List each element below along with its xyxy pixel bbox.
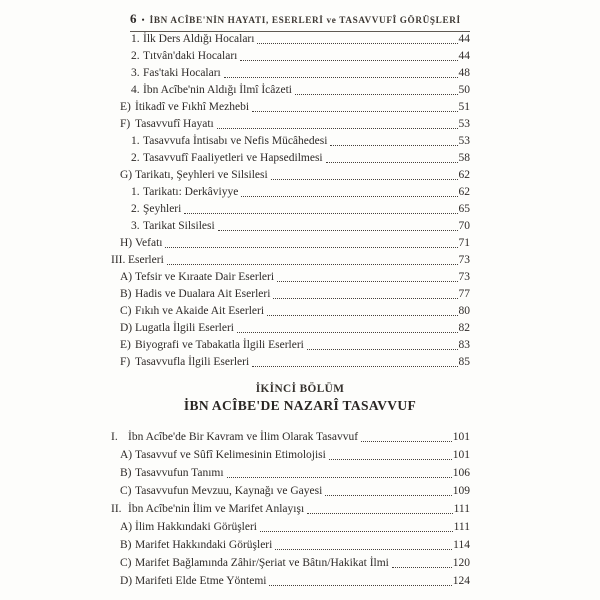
dot-leader [252,111,457,112]
dot-leader [227,477,452,478]
toc-entry-title: İbn Acîbe'nin İlim ve Marifet Anlayışı [128,503,305,515]
toc-entry-title: Tarikatı: Derkâviyye [143,186,239,198]
toc-entry-label: 3. [131,220,140,232]
toc-entry-label: 3. [131,67,140,79]
toc-entry [0,252,600,269]
toc-entry-label: C) [120,485,132,497]
toc-entry-page: 73 [458,271,470,283]
toc-entry [0,235,600,252]
toc-entry-title: Fıkıh ve Akaide Ait Eserleri [135,305,265,317]
toc-entry [0,354,600,371]
toc-entry-label: B) [120,539,132,551]
toc-entry-page: 44 [458,33,470,45]
dot-leader [330,145,457,146]
dot-leader [361,441,452,442]
toc-entry-page: 120 [452,557,470,569]
toc-entry-title: Tasavvufla İlgili Eserleri [135,356,250,368]
toc-entry-label: A) [120,521,133,533]
dot-leader [252,366,457,367]
dot-leader [184,213,457,214]
toc-entry-title: İbn Acîbe'nin Aldığı İlmî İcâzeti [143,84,292,96]
dot-leader [295,94,458,95]
toc-entry-label: E) [120,339,131,351]
toc-entry-page: 58 [458,152,470,164]
toc-entry-label: 2. [131,152,140,164]
toc-entry-page: 106 [452,467,470,479]
chapter-title: İBN ACÎBE'DE NAZARÎ TASAVVUF [183,398,417,413]
toc-entry-page: 114 [453,539,470,551]
dot-leader [165,247,457,248]
dot-leader [277,281,457,282]
toc-entry-title: Tasavvufa İntisabı ve Nefis Mücâhedesi [143,135,328,147]
toc-entry-page: 71 [458,237,470,249]
toc-entry-page: 62 [458,186,470,198]
toc-entry-label: G) [120,169,133,181]
toc-entry-title: Biyografi ve Tabakatla İlgili Eserleri [135,339,304,351]
toc-entry-page: 85 [458,356,470,368]
toc-entry-title: Tarikat Silsilesi [143,220,215,232]
header-separator-dot: • [141,15,145,25]
toc-entry-title: Tıtvân'daki Hocaları [143,50,238,62]
toc-entry-label: 1. [131,135,140,147]
toc-entry-page: 109 [452,485,470,497]
toc-entry-page: 65 [458,203,470,215]
toc-entry [0,116,600,133]
toc-entry [0,303,600,320]
toc-entry [0,518,600,536]
dot-leader [269,585,451,586]
toc-entry [0,82,600,99]
toc-entry [0,500,600,518]
toc-entry-page: 53 [458,118,470,130]
dot-leader [307,513,452,514]
toc-entry-label: A) [120,271,133,283]
page-header [130,12,470,32]
dot-leader [326,162,458,163]
toc-entry-page: 111 [453,503,470,515]
toc-entry [0,218,600,235]
dot-leader [257,43,457,44]
toc-entry-page: 48 [458,67,470,79]
dot-leader [275,549,452,550]
toc-entry-label: F) [120,356,131,368]
toc-entry [0,446,600,464]
toc-entry-page: 70 [458,220,470,232]
toc-entry-label: H) [120,237,133,249]
toc-entry-label: D) [120,575,133,587]
toc-entry [0,167,600,184]
toc-entry-title: Şeyhleri [143,203,182,215]
running-title: İBN ACÎBE'NİN HAYATI, ESERLERİ ve TASAVVUFÎ GÖRÜŞLERİ [149,15,461,25]
toc-entry-label: F) [120,118,131,130]
toc-entry-title: Vefatı [135,237,163,249]
toc-entry-title: Tasavvufun Mevzuu, Kaynağı ve Gayesi [135,485,323,497]
dot-leader [260,531,453,532]
toc-entry-label: C) [120,305,132,317]
toc-entry-label: 2. [131,203,140,215]
toc-entry-label: B) [120,288,132,300]
toc-entry-title: Tasavvufun Tanımı [135,467,224,479]
toc-entry-page: 73 [458,254,470,266]
dot-leader [329,459,452,460]
toc-entry-page: 111 [453,521,470,533]
toc-entry-page: 44 [458,50,470,62]
toc-entry-label: E) [120,101,131,113]
toc-entry-label: 1. [131,33,140,45]
toc-entry [0,482,600,500]
toc-entry-page: 83 [458,339,470,351]
toc-entry-label: I. [111,431,118,443]
toc-entry-title: Tefsir ve Kıraate Dair Eserleri [135,271,275,283]
dot-leader [271,179,458,180]
toc-entry-page: 101 [452,431,470,443]
toc-entry-title: Marifeti Elde Etme Yöntemi [135,575,267,587]
toc-entry [0,536,600,554]
toc-entry-page: 62 [458,169,470,181]
chapter-heading [0,381,600,415]
dot-leader [240,60,457,61]
toc-entry-label: II. [111,503,122,515]
toc-entry-title: Eserleri [128,254,164,266]
dot-leader [392,567,452,568]
toc-entry-title: Hadis ve Dualara Ait Eserleri [135,288,271,300]
toc-entry-label: III. [111,254,126,266]
toc-section-1 [0,31,600,371]
toc-entry-label: B) [120,467,132,479]
toc-entry-label: 4. [131,84,140,96]
toc-entry [0,428,600,446]
toc-entry [0,150,600,167]
toc-entry-page: 53 [458,135,470,147]
toc-entry-page: 124 [452,575,470,587]
toc-entry [0,201,600,218]
dot-leader [325,495,451,496]
toc-entry [0,31,600,48]
toc-entry [0,133,600,150]
toc-entry [0,464,600,482]
dot-leader [241,196,457,197]
toc-entry-page: 82 [458,322,470,334]
toc-entry [0,65,600,82]
toc-entry [0,269,600,286]
toc-section-2 [0,428,600,590]
toc-entry [0,572,600,590]
dot-leader [267,315,457,316]
toc-entry-page: 80 [458,305,470,317]
dot-leader [273,298,457,299]
toc-entry-label: D) [120,322,133,334]
toc-entry-page: 101 [452,449,470,461]
toc-entry-label: C) [120,557,132,569]
dot-leader [217,128,458,129]
toc-entry [0,99,600,116]
toc-entry-title: İbn Acîbe'de Bir Kavram ve İlim Olarak Tasavvuf [128,431,359,443]
toc-entry-page: 77 [458,288,470,300]
toc-entry-title: Fas'taki Hocaları [143,67,221,79]
toc-entry-title: Marifet Bağlamında Zâhir/Şeriat ve Bâtın/Hakikat İlmi [135,557,389,569]
toc-entry-label: A) [120,449,133,461]
toc-entry [0,48,600,65]
toc-entry-title: Tasavvuf ve Sûfî Kelimesinin Etimolojisi [135,449,326,461]
toc-entry [0,320,600,337]
toc-entry-label: 2. [131,50,140,62]
toc-entry [0,184,600,201]
page-number: 6 [130,11,137,26]
toc-entry-title: İlk Ders Aldığı Hocaları [143,33,255,45]
dot-leader [237,332,458,333]
dot-leader [307,349,458,350]
toc-entry-title: İlim Hakkındaki Görüşleri [135,521,258,533]
toc-entry [0,554,600,572]
toc-entry [0,286,600,303]
toc-entry-title: İtikadî ve Fıkhî Mezhebi [135,101,250,113]
toc-entry-title: Lugatla İlgili Eserleri [135,322,234,334]
toc-entry-label: 1. [131,186,140,198]
toc-entry-title: Marifet Hakkındaki Görüşleri [135,539,273,551]
toc-entry-title: Tarikatı, Şeyhleri ve Silsilesi [135,169,268,181]
dot-leader [218,230,458,231]
toc-entry [0,337,600,354]
chapter-kicker: İKİNCİ BÖLÜM [255,383,345,395]
dot-leader [167,264,458,265]
toc-entry-title: Tasavvufî Hayatı [135,118,214,130]
toc-entry-page: 51 [458,101,470,113]
toc-entry-page: 50 [458,84,470,96]
dot-leader [224,77,458,78]
toc-entry-title: Tasavvufî Faaliyetleri ve Hapsedilmesi [143,152,323,164]
